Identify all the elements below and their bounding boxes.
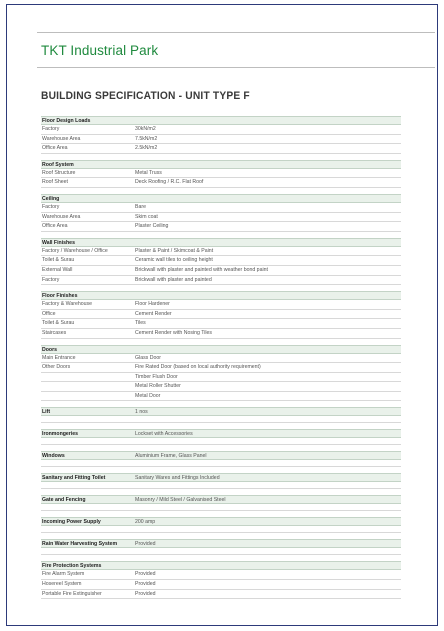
row-value: Cement Render with Nosing Tiles — [135, 329, 212, 336]
section-heading-row — [41, 194, 401, 203]
specification-table — [41, 116, 401, 605]
section-heading-row — [41, 539, 401, 548]
park-title: TKT Industrial Park — [41, 43, 159, 58]
row-value: 30kN/m2 — [135, 126, 156, 132]
section-heading-row — [41, 495, 401, 504]
spec-row — [41, 203, 401, 213]
section-heading: Roof System — [42, 161, 74, 168]
section-heading: Ironmongeries — [42, 431, 79, 438]
spec-row — [41, 135, 401, 145]
row-label: Fire Alarm System — [42, 571, 85, 578]
section-heading-row — [41, 517, 401, 526]
row-label: Factory — [42, 203, 60, 210]
spec-section — [41, 291, 401, 338]
row-value: Fire Rated Door (based on local authority requirement) — [135, 364, 261, 371]
section-value — [135, 346, 401, 353]
spec-row — [41, 266, 401, 276]
spec-row — [41, 363, 401, 373]
row-label: Office Area — [42, 145, 68, 152]
spec-section — [41, 345, 401, 402]
section-value — [135, 195, 401, 202]
section-heading-row — [41, 238, 401, 247]
row-value: Plaster & Paint / Skimcoat & Paint — [135, 247, 214, 254]
row-value: 7.5kN/m2 — [135, 135, 158, 142]
blank-row — [41, 482, 401, 489]
row-value: Tiles — [135, 320, 146, 327]
spec-row — [41, 354, 401, 364]
row-value: Deck Roofing / R.C. Flat Roof — [135, 179, 204, 186]
section-value — [135, 117, 401, 124]
section-heading-row — [41, 473, 401, 482]
spec-row — [41, 392, 401, 402]
section-value: Provided — [135, 541, 156, 548]
top-divider — [37, 32, 435, 33]
row-label: Portable Fire Extinguisher — [42, 590, 102, 597]
section-value: Lockset with Accessories — [135, 431, 193, 438]
row-label: Toilet & Surau — [42, 257, 75, 264]
row-label: Roof Sheet — [42, 179, 68, 186]
specification-title: BUILDING SPECIFICATION - UNIT TYPE F — [41, 90, 250, 102]
section-heading-row — [41, 429, 401, 438]
section-heading: Floor Finishes — [42, 293, 78, 300]
spec-row — [41, 300, 401, 310]
blank-row — [41, 438, 401, 445]
row-label: Office — [42, 310, 56, 317]
row-label: Factory / Warehouse / Office — [42, 247, 108, 254]
spec-row — [41, 590, 401, 600]
blank-row — [41, 416, 401, 423]
spec-section — [41, 407, 401, 423]
spec-row — [41, 247, 401, 257]
section-heading: Lift — [42, 409, 51, 416]
section-heading-row — [41, 116, 401, 125]
row-label: Other Doors — [42, 364, 71, 371]
section-value: 1 nos — [135, 409, 148, 416]
spec-row — [41, 580, 401, 590]
section-heading-row — [41, 407, 401, 416]
row-label — [41, 392, 135, 401]
spec-row — [41, 373, 401, 383]
row-label: Main Entrance — [42, 354, 76, 361]
row-value: Brickwall with plaster and painted with weather bond paint — [135, 266, 268, 273]
section-value: Aluminium Frame, Glass Panel — [135, 453, 207, 460]
spec-row — [41, 276, 401, 286]
section-heading: Windows — [42, 453, 65, 460]
section-value — [135, 239, 401, 246]
spec-section — [41, 473, 401, 489]
section-heading-row — [41, 561, 401, 570]
spec-row — [41, 222, 401, 232]
spec-row — [41, 382, 401, 392]
spec-row — [41, 310, 401, 320]
spec-section — [41, 495, 401, 511]
spec-row — [41, 570, 401, 580]
row-label — [41, 373, 135, 382]
row-label: Staircases — [42, 329, 67, 336]
spec-row — [41, 178, 401, 188]
section-heading: Doors — [42, 346, 57, 353]
spec-row — [41, 319, 401, 329]
spec-section — [41, 539, 401, 555]
section-heading: Wall Finishes — [42, 239, 75, 246]
row-label: Hosereel System — [42, 581, 82, 588]
row-value: Ceramic wall tiles to ceiling height — [135, 257, 213, 264]
spec-section — [41, 561, 401, 599]
section-heading: Incoming Power Supply — [42, 519, 101, 526]
row-label: Roof Structure — [42, 169, 76, 176]
row-label: External Wall — [42, 266, 73, 273]
row-value: Floor Hardener — [135, 301, 170, 308]
section-heading: Sanitary and Fitting Toilet — [42, 475, 106, 482]
row-value: Timber Flush Door — [135, 373, 178, 380]
spec-row — [41, 256, 401, 266]
section-value: 200 amp — [135, 519, 156, 526]
row-value: Provided — [135, 590, 156, 597]
blank-row — [41, 504, 401, 511]
row-value: Bare — [135, 203, 146, 210]
spec-section — [41, 194, 401, 232]
row-value: Brickwall with plaster and painted — [135, 276, 212, 283]
spec-section — [41, 160, 401, 188]
blank-row — [41, 460, 401, 467]
spec-section — [41, 429, 401, 445]
row-value: Glass Door — [135, 354, 161, 361]
row-label: Warehouse Area — [42, 213, 81, 220]
row-value: Metal Door — [135, 392, 161, 399]
row-label: Factory & Warehouse — [42, 301, 92, 308]
spec-row — [41, 169, 401, 179]
row-label: Factory — [42, 276, 60, 283]
spec-row — [41, 213, 401, 223]
row-label — [41, 382, 135, 391]
row-value: Cement Render — [135, 310, 172, 317]
section-heading-row — [41, 345, 401, 354]
spec-section — [41, 238, 401, 285]
section-heading-row — [41, 160, 401, 169]
section-value: Sanitary Wares and Fittings Included — [135, 475, 220, 482]
row-label: Factory — [42, 126, 60, 132]
section-value: Masonry / Mild Steel / Galvanised Steel — [135, 497, 226, 504]
spec-section — [41, 517, 401, 533]
row-value: Skim coat — [135, 213, 158, 220]
row-value: Plaster Ceiling — [135, 223, 169, 230]
section-heading: Fire Protection Systems — [42, 563, 102, 570]
blank-row — [41, 526, 401, 533]
section-heading: Gate and Fencing — [42, 497, 86, 504]
row-label: Office Area — [42, 223, 68, 230]
section-value — [135, 562, 401, 569]
row-label: Warehouse Area — [42, 135, 81, 142]
section-heading: Floor Design Loads — [42, 118, 91, 124]
section-heading-row — [41, 451, 401, 460]
section-value — [135, 161, 401, 168]
section-heading: Ceiling — [42, 195, 60, 202]
spec-row — [41, 125, 401, 135]
spec-section — [41, 116, 401, 154]
header-divider — [37, 67, 435, 68]
blank-row — [41, 548, 401, 555]
spec-row — [41, 329, 401, 339]
row-label: Toilet & Surau — [42, 320, 75, 327]
row-value: 2.5kN/m2 — [135, 145, 158, 152]
spec-section — [41, 451, 401, 467]
section-value — [135, 292, 401, 299]
section-heading: Rain Water Harvesting System — [42, 541, 118, 548]
row-value: Metal Roller Shutter — [135, 383, 181, 390]
spec-row — [41, 144, 401, 154]
row-value: Metal Truss — [135, 169, 162, 176]
document-page — [6, 4, 438, 626]
section-heading-row — [41, 291, 401, 300]
row-value: Provided — [135, 581, 156, 588]
row-value: Provided — [135, 571, 156, 578]
